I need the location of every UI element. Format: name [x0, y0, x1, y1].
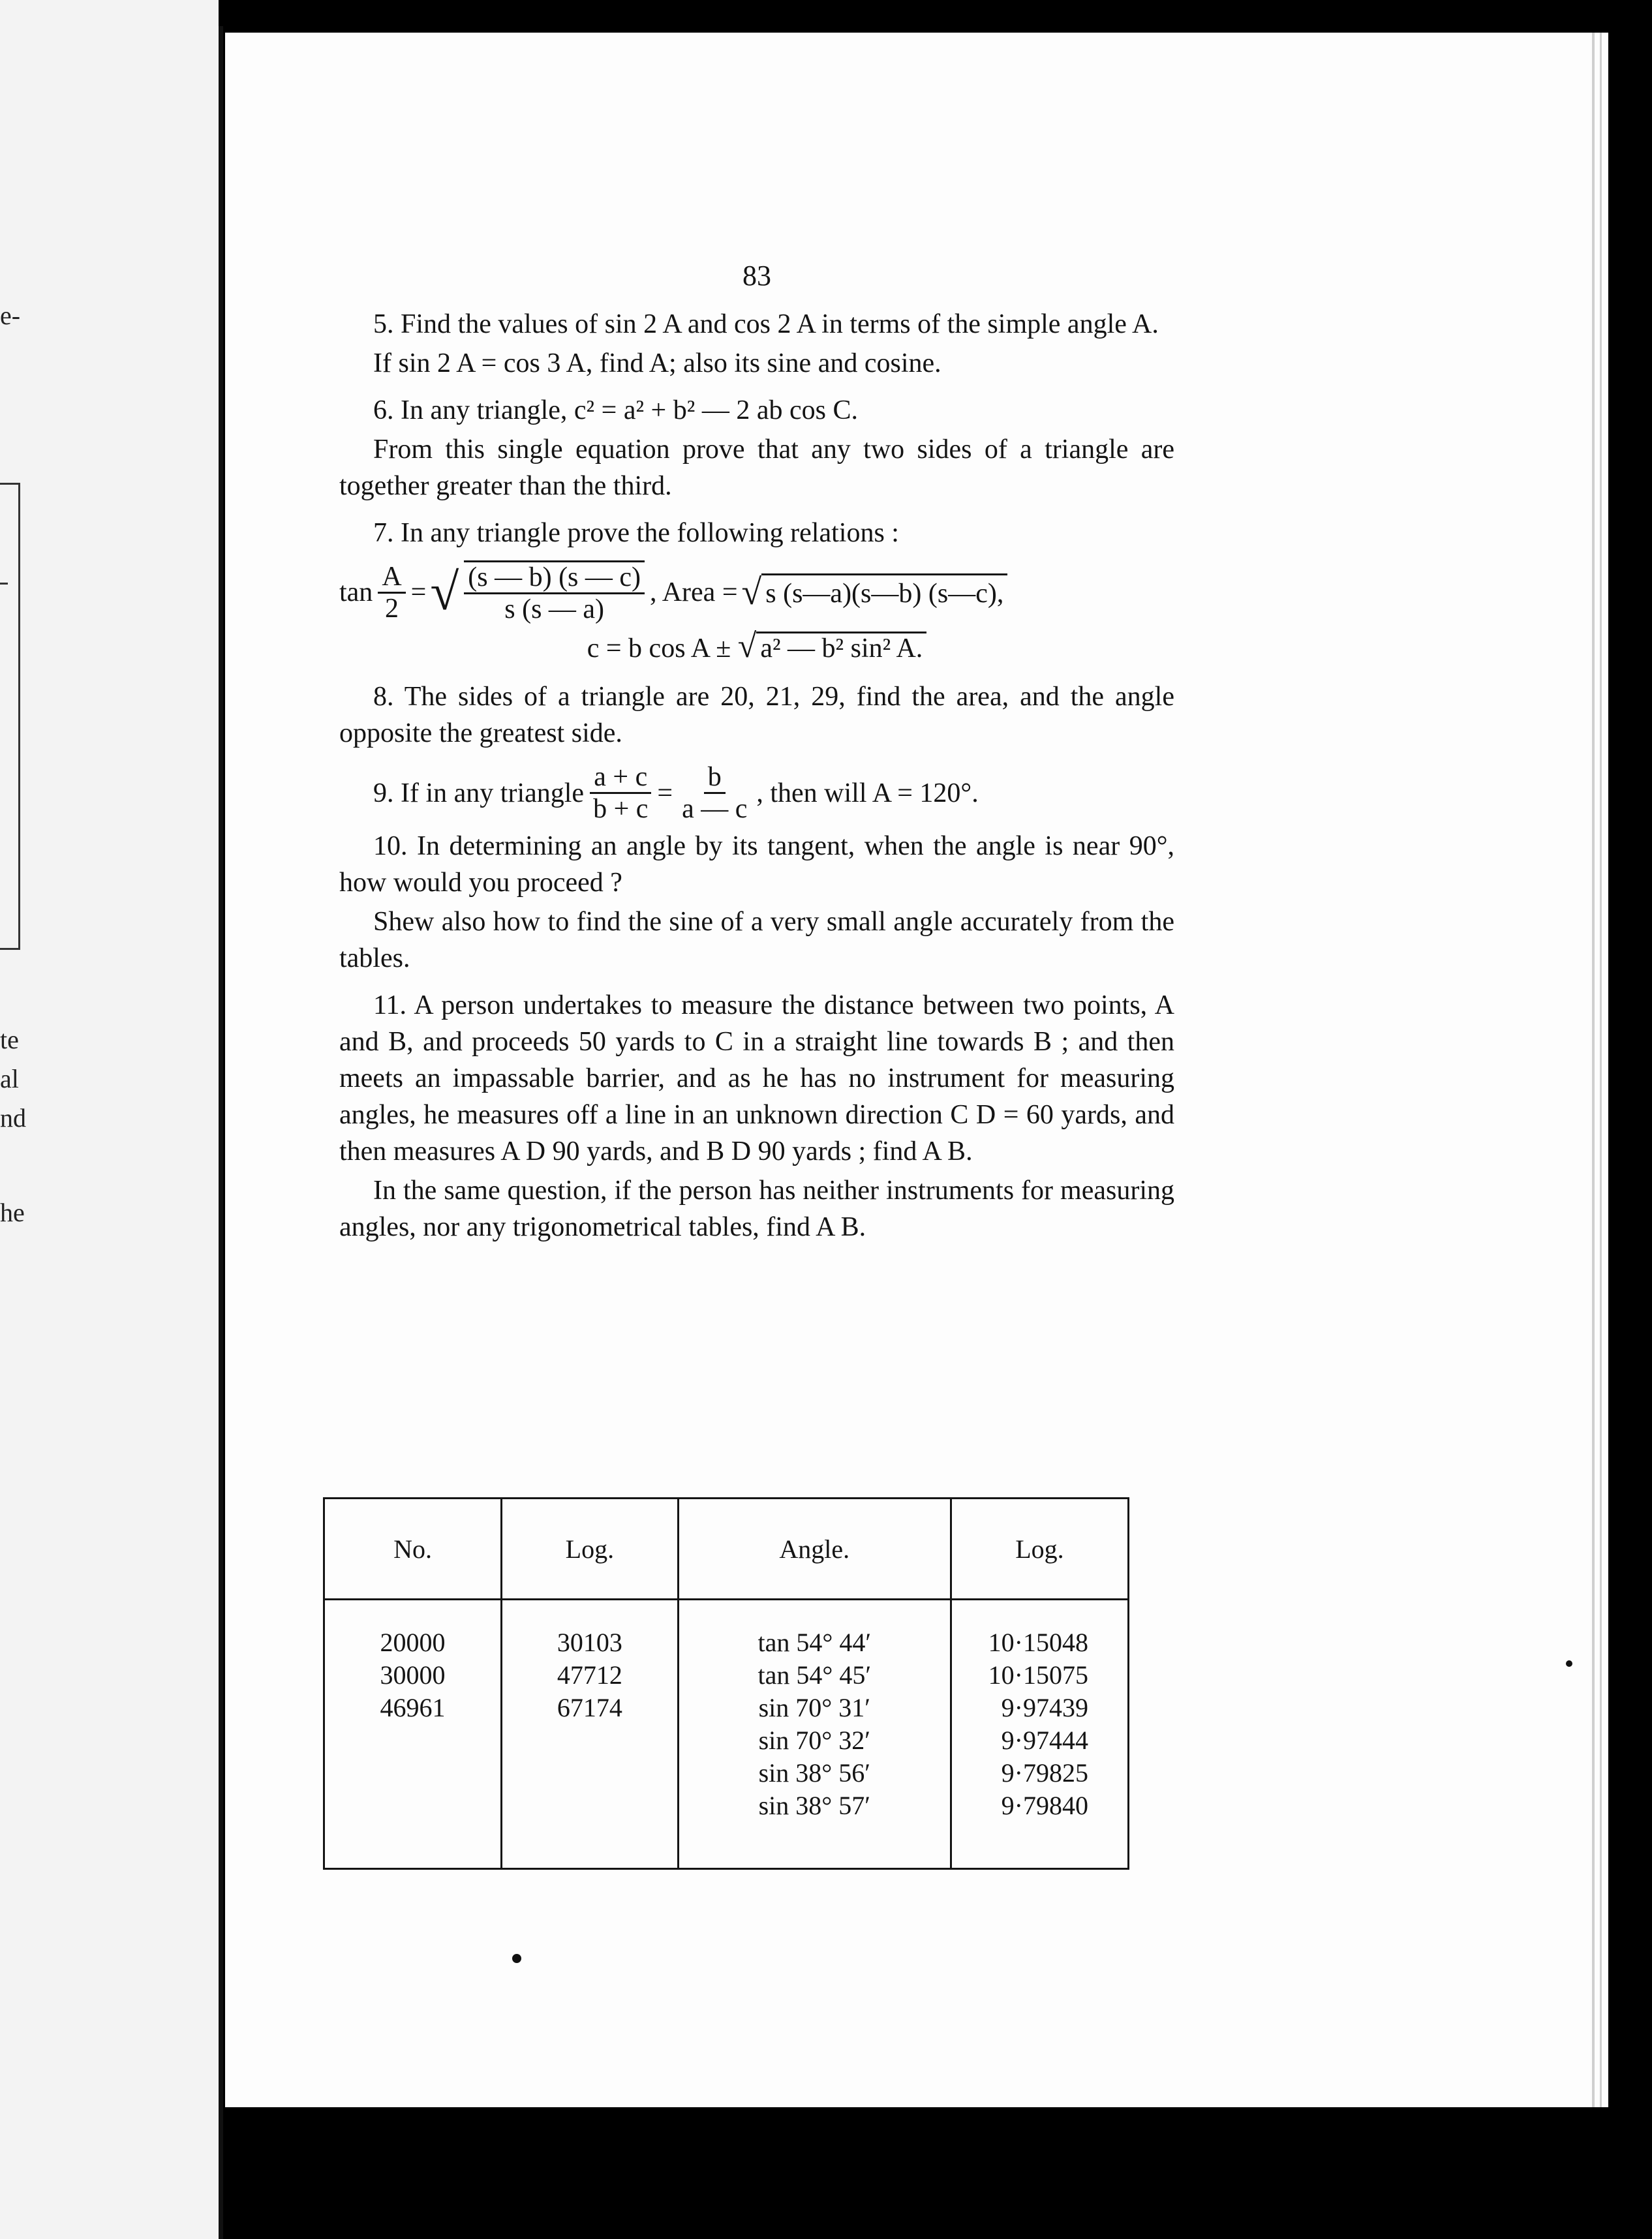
- table-cell: 10·15075: [988, 1660, 1088, 1690]
- left-page-fragment: te: [0, 1025, 19, 1054]
- question-10: 10. In determining an angle by its tangent, when the angle is near 90°, how would you proceed ?: [339, 831, 1174, 898]
- area-label: , Area =: [650, 577, 738, 607]
- question-11: 11. A person undertakes to measure the distance between two points, A and B, and proceeds 50 yards to C in a straight line towards B ; and then meets an impassable barrier, and as he has no instrument for measuring angles, he measures off a line in an unknown direction C D = 60 yards, and then measures A D 90 yards, and B D 90 yards ; find A B.: [339, 990, 1174, 1166]
- question-5: 5. Find the values of sin 2 A and cos 2 A in terms of the simple angle A.: [373, 309, 1159, 339]
- table-cell: sin 38° 56′: [758, 1758, 870, 1788]
- page-edge: [1592, 33, 1595, 2107]
- table-cell: 30103: [557, 1628, 622, 1657]
- question-7: 7. In any triangle prove the following relations :: [373, 518, 899, 548]
- question-8: 8. The sides of a triangle are 20, 21, 29, find the area, and the angle opposite the greatest side.: [339, 682, 1174, 748]
- side-c-formula: c = b cos A ± √ a² — b² sin² A.: [339, 628, 1174, 667]
- page-content: [339, 258, 1174, 1256]
- table-cell: 67174: [557, 1693, 622, 1722]
- left-page-fragment: he: [0, 1198, 25, 1227]
- table-header: Log.: [502, 1499, 679, 1600]
- left-page-box: [0, 483, 20, 950]
- table-header: Angle.: [678, 1499, 951, 1600]
- left-page-fragment: al: [0, 1064, 19, 1093]
- table-cell: 30000: [380, 1660, 446, 1690]
- log-table: [323, 1497, 1129, 1870]
- table-cell: sin 38° 57′: [758, 1791, 870, 1820]
- question-6: 6. In any triangle, c² = a² + b² — 2 ab cos C.: [373, 395, 858, 425]
- question-10-followup: Shew also how to find the sine of a very small angle accurately from the tables.: [339, 907, 1174, 973]
- table-cell: 9·79840: [1001, 1791, 1088, 1820]
- left-page: [0, 0, 219, 2239]
- left-page-fragment: e-: [0, 301, 21, 330]
- sqrt-sign: √: [430, 564, 459, 621]
- numbers-column: [325, 1600, 502, 1868]
- angles-column: [678, 1600, 951, 1868]
- table-cell: 9·97439: [1001, 1693, 1088, 1722]
- logs-column: [502, 1600, 679, 1868]
- table-cell: 9·97444: [1001, 1726, 1088, 1755]
- table-cell: 47712: [557, 1660, 622, 1690]
- table-cell: 9·79825: [1001, 1758, 1088, 1788]
- table-cell: sin 70° 32′: [758, 1726, 870, 1755]
- table-cell: tan 54° 45′: [757, 1660, 872, 1690]
- question-5-followup: If sin 2 A = cos 3 A, find A; also its sine and cosine.: [373, 348, 941, 378]
- table-cell: sin 70° 31′: [758, 1693, 870, 1722]
- radicand-fraction: $\frac{(s — b) (s — c)}{s (s — a)}$: [464, 560, 645, 624]
- table-cell: tan 54° 44′: [757, 1628, 872, 1657]
- table-cell: 46961: [380, 1693, 446, 1722]
- ink-dot: [512, 1954, 521, 1963]
- area-radicand: s (s—a)(s—b) (s—c),: [761, 573, 1007, 612]
- book-spine: [219, 26, 223, 2239]
- table-cell: 10·15048: [988, 1628, 1088, 1657]
- page-number: 83: [742, 260, 771, 292]
- question-6-followup: From this single equation prove that any two sides of a triangle are together greater than the third.: [339, 434, 1174, 501]
- tan-label: tan: [339, 577, 373, 607]
- left-page-fragment: nd: [0, 1103, 26, 1133]
- page-edge: [1600, 33, 1602, 2107]
- tan-half-angle-formula: tan $\frac{A}{2}$ = √ $\frac{(s — b) (s — c)}{s (s — a)}$ , Area = √ s (s—a)(s—b) (s—c),: [339, 560, 1174, 624]
- half-angle-fraction: $\frac{A}{2}$: [378, 562, 405, 624]
- question-11-followup: In the same question, if the person has neither instruments for measuring angles, nor any trigonometrical tables, find A B.: [339, 1176, 1174, 1242]
- table-header: No.: [325, 1499, 502, 1600]
- table-cell: 20000: [380, 1628, 446, 1657]
- table-header: Log.: [951, 1499, 1127, 1600]
- question-9: 9. If in any triangle $\frac{a + c}{b + c}$ = $\frac{b}{a — c}$ , then will A = 120°.: [373, 762, 979, 824]
- ink-dot: [1566, 1660, 1572, 1667]
- angle-logs-column: [951, 1600, 1127, 1868]
